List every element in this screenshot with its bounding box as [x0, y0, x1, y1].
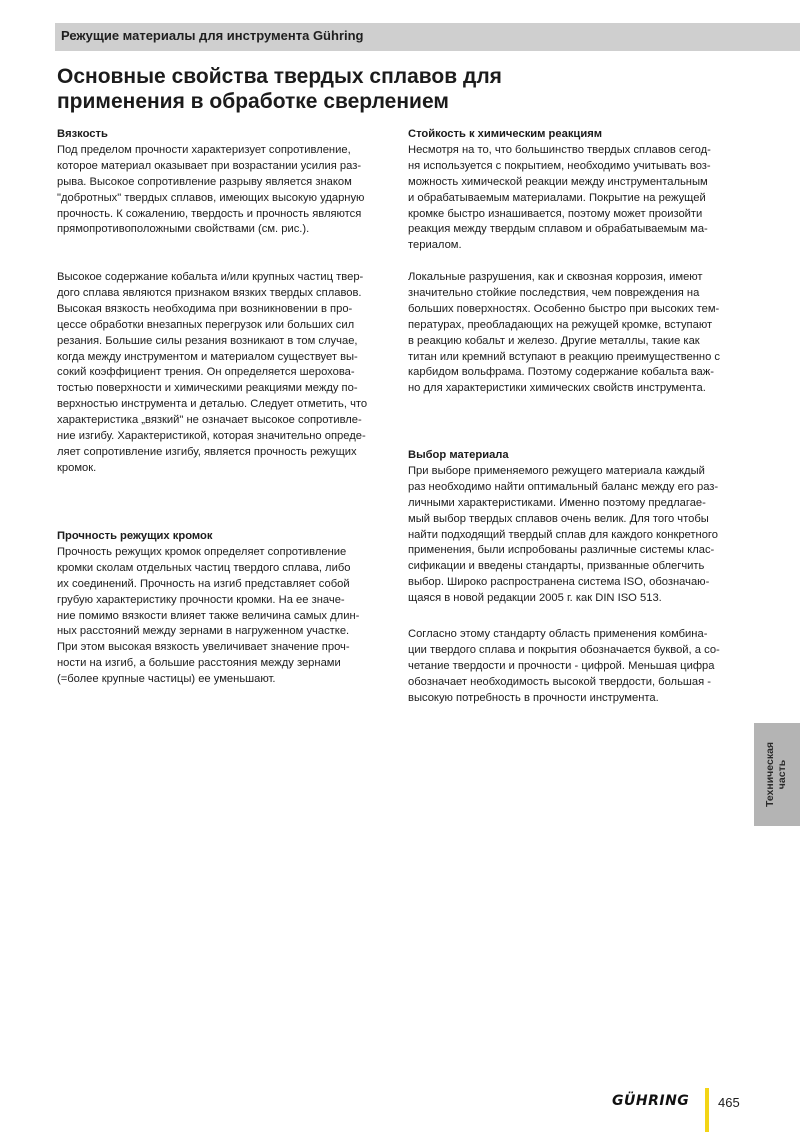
footer-divider: [705, 1088, 709, 1132]
section-toughness-cont: [57, 270, 392, 477]
section-header-title: Режущие материалы для инструмента Gühring: [61, 28, 364, 43]
section-toughness: [57, 127, 392, 238]
side-tab-label: Техническая часть: [764, 741, 788, 808]
section-material-selection-cont: [408, 627, 743, 707]
paragraph: Под пределом прочности характеризует сопротивление, которое материал оказывает при возрастании усилия раз- рыва. Высокое сопротивление разрыву является знаком "добротных" твердых сплавов, имеющих высокую ударную прочность. К сожалению, твердость и прочность являются прямопротивоположными свойствами (см. рис.).: [57, 143, 365, 236]
paragraph: При выборе применяемого режущего материала каждый раз необходимо найти оптимальный баланс между его раз- личными характеристиками. Именно поэтому предлагае- мый выбор твердых сплавов очень велик. Для того чтобы найти подходящий твердый сплав для каждого конкретного применения, были испробованы различные системы клас- сификации и введены стандарты, призванные облегчить выбор. Широко распространена система ISO, обозначаю- щаяся в новой редакции 2005 г. как DIN ISO 513.: [408, 464, 719, 605]
page-title: Основные свойства твердых сплавов для применения в обработке сверлением: [57, 65, 502, 113]
section-chemical-resistance: [408, 127, 743, 254]
section-material-selection: [408, 448, 743, 607]
section-heading: Прочность режущих кромок: [57, 530, 213, 542]
section-edge-strength: [57, 529, 392, 688]
guhring-logo: GÜHRING: [612, 1093, 690, 1109]
paragraph: Несмотря на то, что большинство твердых сплавов сегод- ня используется с покрытием, необходимо учитывать воз- можность химической реакции между инструментальным и обрабатываемым материалами. Покрытие на режущей кромке быстро изнашивается, поэтому может произойти реакция между твердым сплавом и обрабатываемым ма- териалом.: [408, 143, 711, 252]
paragraph: Высокое содержание кобальта и/или крупных частиц твер- дого сплава являются признаком вязких твердых сплавов. Высокая вязкость необходима при возникновении в про- цессе обработки внезапных перегрузок или больших сил резания. Большие силы резания возникают в том случае, когда между инструментом и материалом существует вы- сокий коэффициент трения. Он определяется шерохова- тостью поверхности и химическими реакциями между по- верхностью инструмента и деталью. Следует отметить, что характеристика „вязкий" не означает высокое сопротивле- ние изгибу. Характеристикой, которая значительно опреде- ляет сопротивление изгибу, является прочность режущих кромок.: [57, 271, 368, 474]
paragraph: Локальные разрушения, как и сквозная коррозия, имеют значительно стойкие последствия, чем повреждения на больших поверхностях. Особенно быстро при высоких тем- пературах, преобладающих на режущей кромке, вступают в реакцию кобальт и железо. Другие металлы, такие как титан или кремний вступают в реакцию преимущественно с карбидом вольфрама. Поэтому содержание кобальта важ- но для характеристики химических свойств инструмента.: [408, 271, 721, 395]
section-heading: Стойкость к химическим реакциям: [408, 128, 602, 140]
paragraph: Согласно этому стандарту область применения комбина- ции твердого сплава и покрытия обозначается буквой, а со- четание твердости и прочности - цифрой. Меньшая цифра обозначает необходимость высокой твердости, большая - высокую потребность в прочности инструмента.: [408, 628, 720, 704]
page-number: 465: [718, 1095, 740, 1110]
section-chemical-resistance-cont: [408, 270, 743, 397]
paragraph: Прочность режущих кромок определяет сопротивление кромки сколам отдельных частиц твердого сплава, либо их соединений. Прочность на изгиб представляет собой грубую характеристику прочности кромки. На ее значе- ние помимо вязкости влияет также величина самых длин- ных расстояний между зернами в нагруженном участке. При этом высокая вязкость увеличивает значение проч- ности на изгиб, а большие расстояния между зернами (=более крупные частицы) ее уменьшают.: [57, 545, 360, 686]
section-heading: Выбор материала: [408, 449, 509, 461]
section-header-bar: [55, 23, 800, 51]
section-heading: Вязкость: [57, 128, 108, 140]
side-tab-technical-part[interactable]: [754, 723, 800, 826]
